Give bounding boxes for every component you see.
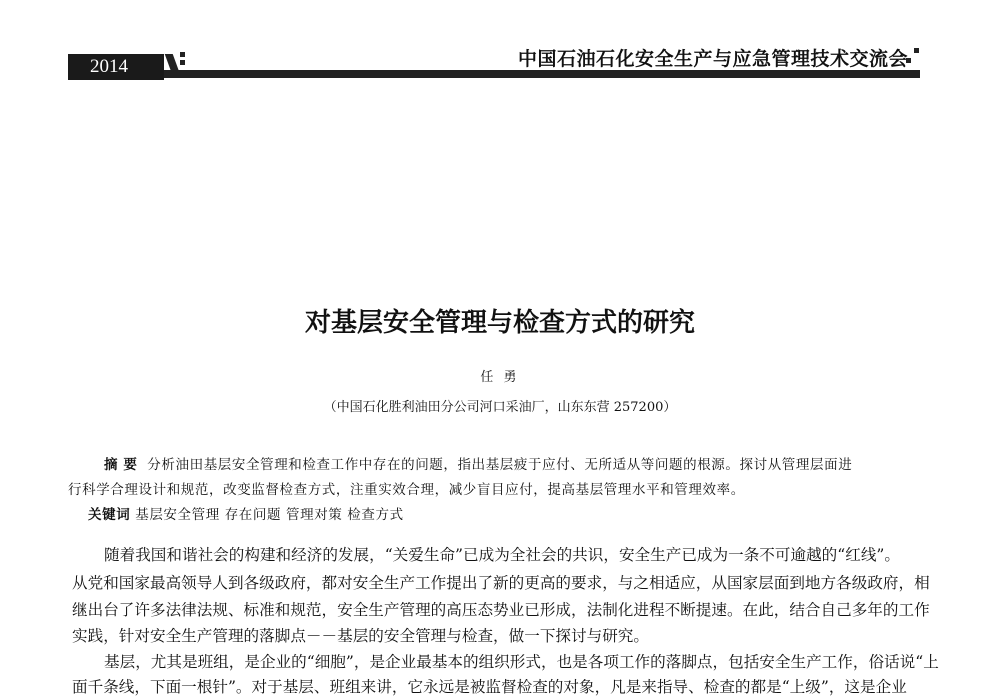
body-line: 基层，尤其是班组，是企业的“细胞”，是企业最基本的组织形式，也是各项工作的落脚点，包括安全生产工作，俗话说“上 [104,653,939,671]
header-year: 2014 [90,56,128,77]
author: 任 勇 [480,370,520,385]
affiliation: （中国石化胜利油田分公司河口采油厂，山东东营 257200） [323,400,677,415]
header-square-ornament [180,60,185,65]
running-header [68,44,920,80]
abstract-line [104,453,852,473]
keywords-label: 关键词 [88,507,131,523]
keywords [88,503,404,523]
header-rule [164,70,920,78]
body-line: 面千条线，下面一根针”。对于基层、班组来讲，它永远是被监督检查的对象，凡是来指导、检查的都是“上级”，这是企业 [72,678,907,696]
body-line: 从党和国家最高领导人到各级政府，都对安全生产工作提出了新的更高的要求，与之相适应，从国家层面到地方各级政府，相 [72,574,930,592]
keywords-text: 基层安全管理 存在问题 管理对策 检查方式 [135,507,404,523]
paper-title: 对基层安全管理与检查方式的研究 [304,308,695,338]
abstract-line: 行科学合理设计和规范，改变监督检查方式，注重实效合理，减少盲目应付，提高基层管理水平和管理效率。 [68,482,745,498]
body-line: 继出台了许多法律法规、标准和规范，安全生产管理的高压态势业已形成，法制化进程不断提速。在此，结合自己多年的工作 [72,601,930,619]
body-line: 实践，针对安全生产管理的落脚点－－基层的安全管理与检查，做一下探讨与研究。 [72,627,649,645]
conference-title: 中国石油石化安全生产与应急管理技术交流会 [517,48,908,70]
header-square-ornament [180,52,185,57]
abstract-label: 摘 要 [104,457,138,473]
abstract-text: 分析油田基层安全管理和检查工作中存在的问题，指出基层疲于应付、无所适从等问题的根源。探讨从管理层面进 [147,457,853,473]
body-line: 随着我国和谐社会的构建和经济的发展，“关爱生命”已成为全社会的共识，安全生产已成为一条不可逾越的“红线”。 [104,546,900,564]
header-square-ornament [914,48,919,53]
